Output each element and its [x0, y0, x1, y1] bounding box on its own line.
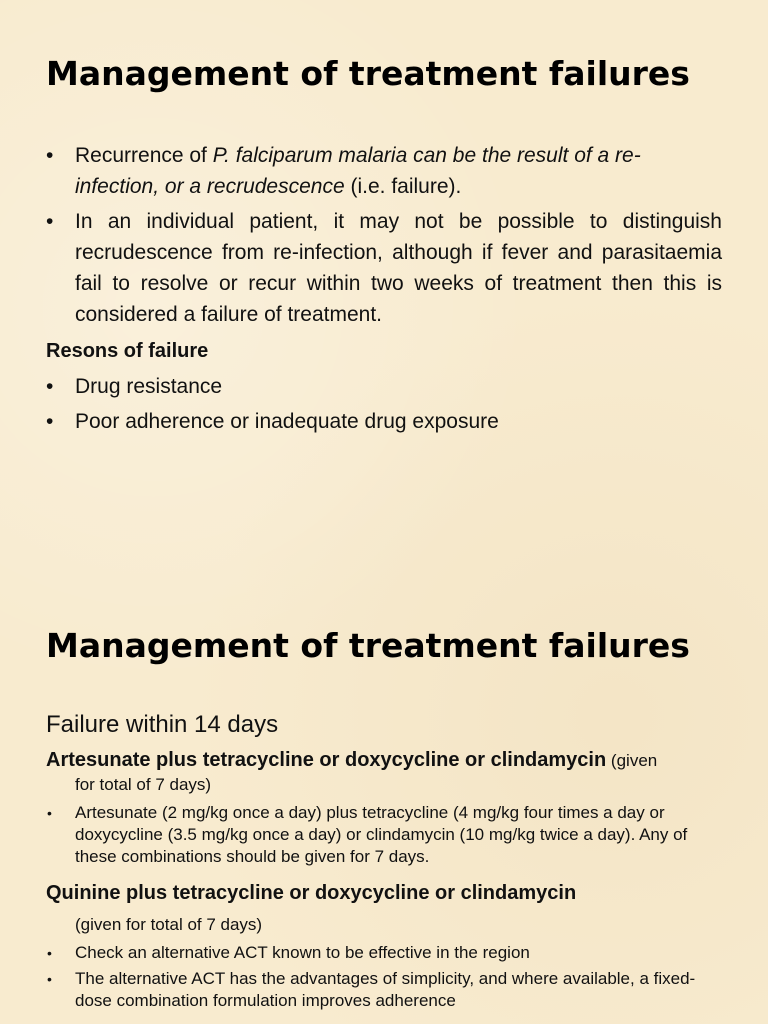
reason-item: • Drug resistance	[46, 371, 722, 402]
regimen-2-point: • The alternative ACT has the advantages of simplicity, and where available, a fixed-dose combination formulation improves adherence	[46, 968, 726, 1012]
reason-item: • Poor adherence or inadequate drug exposure	[46, 406, 722, 437]
spacer	[46, 872, 726, 880]
regimen-2-given: (given for total of 7 days)	[75, 915, 263, 934]
recurrence-suffix: (i.e. failure).	[344, 175, 462, 198]
recurrence-prefix: Recurrence of	[75, 144, 213, 167]
failure-subtitle: Failure within 14 days	[46, 711, 279, 738]
slide-2-title: Management of treatment failures	[46, 626, 690, 665]
recurrence-italic: P. falciparum malaria can be the result of a re-infection, or a recrudescence	[75, 144, 641, 198]
slide-2	[0, 512, 768, 1024]
regimen-1-given: (given	[606, 751, 658, 770]
regimen-2-point: • Check an alternative ACT known to be effective in the region	[46, 942, 726, 964]
slide-2-content	[46, 709, 726, 1016]
regimen-1-heading-text: Artesunate plus tetracycline or doxycycline or clindamycin	[46, 749, 607, 771]
reasons-heading: Resons of failure	[46, 340, 209, 362]
slide-1-content	[46, 140, 722, 441]
recurrence-bullet	[46, 140, 722, 202]
slide-1-title: Management of treatment failures	[46, 54, 690, 93]
regimen-1-detail: • Artesunate (2 mg/kg once a day) plus tetracycline (4 mg/kg four times a day or doxycycline (3.5 mg/kg once a day) or clindamycin (10 mg/kg twice a day). Any of these combinations should be given for 7 days.	[46, 802, 726, 868]
regimen-1-heading	[46, 747, 726, 774]
distinguish-bullet: • In an individual patient, it may not be possible to distinguish recrudescence from re-infection, although if fever and parasitaemia fail to resolve or recur within two weeks of treatment then this is considered a failure of treatment.	[46, 206, 722, 330]
regimen-1-given-cont: for total of 7 days)	[75, 775, 212, 794]
regimen-2-heading: Quinine plus tetracycline or doxycycline or clindamycin	[46, 882, 577, 904]
